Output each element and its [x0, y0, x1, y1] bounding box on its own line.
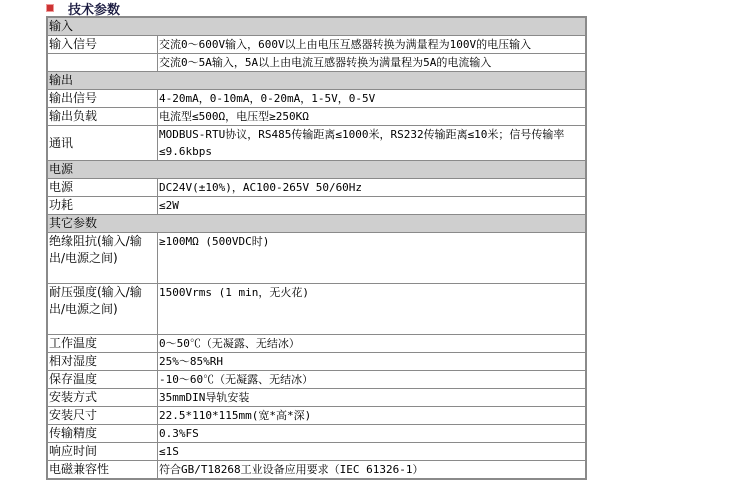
spec-value: 交流0～5A输入，5A以上由电流互感器转换为满量程为5A的电流输入	[158, 54, 587, 72]
spec-value: 1500Vrms (1 min，无火花)	[158, 284, 587, 335]
spec-label: 安装尺寸	[47, 407, 158, 425]
spec-label: 相对湿度	[47, 353, 158, 371]
spec-label: 保存温度	[47, 371, 158, 389]
spec-row	[47, 126, 586, 161]
spec-label: 传输精度	[47, 425, 158, 443]
spec-row	[47, 335, 586, 353]
spec-value: 35mmDIN导轨安装	[158, 389, 587, 407]
spec-row	[47, 425, 586, 443]
spec-row	[47, 284, 586, 335]
spec-label: 输入信号	[47, 36, 158, 54]
spec-label	[47, 54, 158, 72]
spec-label: 工作温度	[47, 335, 158, 353]
spec-row	[47, 36, 586, 54]
spec-value: ≥100MΩ (500VDC时)	[158, 233, 587, 284]
spec-value: 0.3%FS	[158, 425, 587, 443]
spec-value: 22.5*110*115mm(宽*高*深)	[158, 407, 587, 425]
spec-value: 0～50℃（无凝露、无结冰）	[158, 335, 587, 353]
spec-row	[47, 389, 586, 407]
spec-row	[47, 371, 586, 389]
spec-row	[47, 353, 586, 371]
spec-label: 功耗	[47, 197, 158, 215]
spec-row	[47, 90, 586, 108]
spec-row	[47, 443, 586, 461]
spec-value: -10～60℃（无凝露、无结冰）	[158, 371, 587, 389]
spec-label: 输出信号	[47, 90, 158, 108]
section-header-row	[47, 72, 586, 90]
spec-value: 电流型≤500Ω，电压型≥250KΩ	[158, 108, 587, 126]
spec-value: 交流0～600V输入，600V以上由电压互感器转换为满量程为100V的电压输入	[158, 36, 587, 54]
section-title	[46, 0, 120, 16]
spec-label: 安装方式	[47, 389, 158, 407]
section-header: 输出	[47, 72, 586, 90]
section-header: 其它参数	[47, 215, 586, 233]
title-text: 技术参数	[68, 2, 121, 18]
spec-label: 响应时间	[47, 443, 158, 461]
spec-value: DC24V(±10%)，AC100-265V 50/60Hz	[158, 179, 587, 197]
spec-label: 输出负载	[47, 108, 158, 126]
spec-row	[47, 233, 586, 284]
spec-label: 耐压强度(输入/输出/电源之间)	[47, 284, 158, 335]
spec-value: 符合GB/T18268工业设备应用要求（IEC 61326-1）	[158, 461, 587, 480]
spec-value: MODBUS-RTU协议，RS485传输距离≤1000米，RS232传输距离≤10米；信号传输率≤9.6kbps	[158, 126, 587, 161]
section-header: 输入	[47, 17, 586, 36]
spec-row	[47, 461, 586, 480]
spec-row	[47, 197, 586, 215]
spec-row	[47, 108, 586, 126]
section-header: 电源	[47, 161, 586, 179]
section-header-row	[47, 215, 586, 233]
section-header-row	[47, 161, 586, 179]
spec-label: 电源	[47, 179, 158, 197]
spec-value: ≤1S	[158, 443, 587, 461]
spec-label: 通讯	[47, 126, 158, 161]
spec-row	[47, 407, 586, 425]
spec-table	[46, 16, 587, 480]
bullet-icon	[46, 4, 54, 12]
section-header-row	[47, 17, 586, 36]
spec-value: ≤2W	[158, 197, 587, 215]
spec-value: 4-20mA，0-10mA，0-20mA，1-5V，0-5V	[158, 90, 587, 108]
spec-row	[47, 54, 586, 72]
spec-value: 25%～85%RH	[158, 353, 587, 371]
spec-label: 绝缘阻抗(输入/输出/电源之间)	[47, 233, 158, 284]
spec-row	[47, 179, 586, 197]
spec-label: 电磁兼容性	[47, 461, 158, 480]
